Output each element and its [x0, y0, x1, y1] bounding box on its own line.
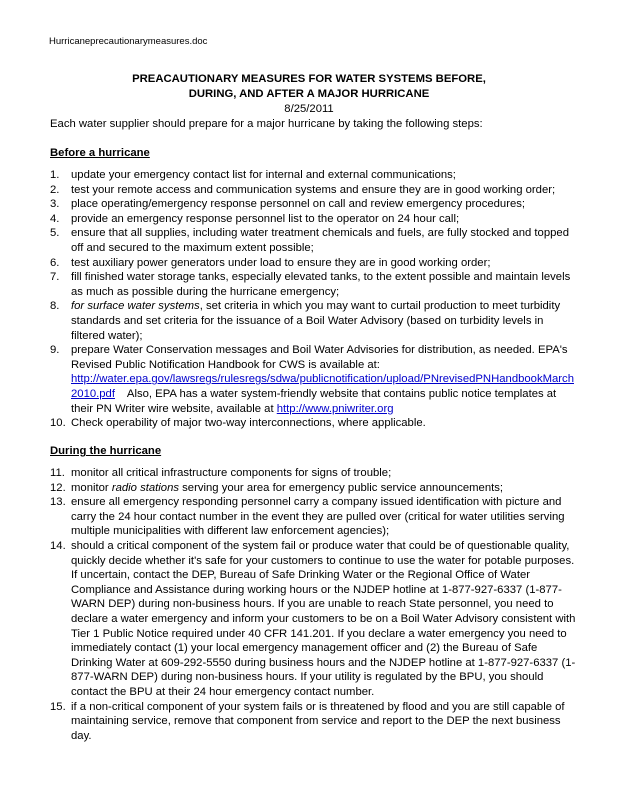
list-item: 9. prepare Water Conservation messages and Boil Water Advisories for distribution, as needed. EPA's Revised Public Notification Handbook for CWS is available at: http://water.epa.gov/lawsregs/rulesregs/sdwa/publicnotification/upload/PNrevisedPNHandbookMarch2010.pdf Also, EPA has a water system-friendly website that contains public notice templates at their PN Writer wire website, available at http://www.pniwriter.org	[50, 344, 574, 415]
list-item: 4. provide an emergency response personnel list to the operator on 24 hour call;	[50, 212, 460, 225]
document-title	[0, 72, 618, 101]
document-date: 8/25/2011	[284, 103, 334, 115]
list-item: 13. ensure all emergency responding personnel carry a company issued identification with picture and carry the 24 hour contact number in the event they are pulled over (critical for water utilities serving multiple municipalities with different law enforcement agencies);	[50, 496, 565, 538]
list-item: 3. place operating/emergency response personnel on call and review emergency procedures;	[50, 198, 526, 211]
list-item: 15. if a non-critical component of your system fails or is threatened by flood and you are still capable of maintaining service, remove that component from service and report to the DEP the next business day.	[50, 700, 565, 742]
section-heading-before: Before a hurricane	[50, 147, 150, 159]
list-item: 5. ensure that all supplies, including water treatment chemicals and fuels, are fully stocked and topped off and secured to the maximum extent possible;	[50, 227, 569, 254]
section-heading-during: During the hurricane	[50, 445, 162, 457]
list-item: 14. should a critical component of the system fail or produce water that could be of questionable quality, quickly decide whether it's safe for your customers to continue to use the water for potable purposes. If uncertain, contact the DEP, Bureau of Safe Drinking Water or the Regional Office of Water Compliance and Assistance during working hours or the NJDEP hotline at 1-877-927-6337 (1-877-WARN DEP) during non-business hours. If you are unable to reach State personnel, you need to declare a water emergency and inform your customers to be on a Boil Water Advisory consistent with Tier 1 Public Notice required under 40 CFR 141.201. If you declare a water emergency you need to immediately contact (1) your local emergency management officer and (2) the Bureau of Safe Drinking Water at 609-292-5550 during business hours and the NJDEP hotline at 1-877-927-6337 (1-877-WARN DEP) during non-business hours. If your utility is regulated by the BPU, you should contact the BPU at their 24 hour emergency contact number.	[50, 539, 576, 698]
list-item: 10. Check operability of major two-way interconnections, where applicable.	[50, 417, 426, 430]
surface-water-emphasis: for surface water systems	[71, 300, 200, 313]
list-item: 12. monitor radio stations serving your area for emergency public service announcements;	[50, 481, 504, 494]
file-name: Hurricaneprecautionarymeasures.doc	[49, 36, 208, 47]
list-item: 2. test your remote access and communication systems and ensure they are in good working order;	[50, 183, 556, 196]
during-list	[50, 466, 580, 743]
before-list	[50, 168, 580, 431]
list-item: 6. test auxiliary power generators under load to ensure they are in good working order;	[50, 256, 491, 269]
list-item: 1. update your emergency contact list for internal and external communications;	[50, 169, 456, 181]
radio-stations-emphasis: radio stations	[111, 481, 180, 494]
list-item: 8. for surface water systems, set criteria in which you may want to curtail production to meet turbidity standards and set criteria for the issuance of a Boil Water Advisory (based on turbidity levels in filtered water);	[50, 300, 561, 342]
epa-handbook-link[interactable]: http://water.epa.gov/lawsregs/rulesregs/sdwa/publicnotification/upload/PNrevisedPNHandbookMarch2010.pdf	[71, 373, 574, 400]
intro-paragraph: Each water supplier should prepare for a major hurricane by taking the following steps:	[50, 118, 483, 130]
list-item: 11. monitor all critical infrastructure components for signs of trouble;	[50, 467, 392, 479]
title-line-1: PREACAUTIONARY MEASURES FOR WATER SYSTEMS BEFORE,	[132, 73, 486, 85]
list-item: 7. fill finished water storage tanks, especially elevated tanks, to the extent possible and maintain levels as much as possible during the hurricane emergency;	[50, 271, 571, 298]
pniwriter-link[interactable]: http://www.pniwriter.org	[276, 402, 394, 415]
title-line-2: DURING, AND AFTER A MAJOR HURRICANE	[188, 87, 430, 100]
